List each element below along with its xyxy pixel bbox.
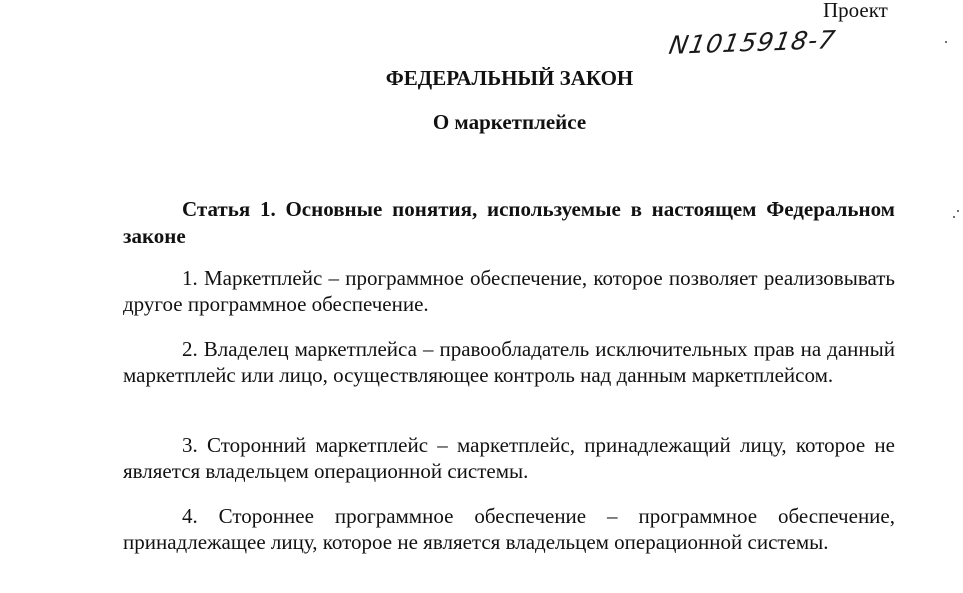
paragraph-4: 4. Стороннее программное обеспечение – программное обеспечение, принадлежащее лицу, которое не является владельцем операционной системы. [123,504,895,554]
scan-speck [945,41,947,43]
document-subtitle: О маркетплейсе [432,110,587,134]
article-heading: Статья 1. Основные понятия, используемые в настоящем Федеральном законе [123,197,895,248]
paragraph-3: 3. Сторонний маркетплейс – маркетплейс, принадлежащий лицу, которое не является владельцем операционной системы. [123,433,895,483]
paragraph-2: 2. Владелец маркетплейса – правообладатель исключительных прав на данный маркетплейс или лицо, осуществляющее контроль над данным маркетплейсом. [123,337,895,387]
draft-label: Проект [823,0,888,22]
paragraph-1: 1. Маркетплейс – программное обеспечение, которое позволяет реализовывать другое программное обеспечение. [123,266,895,316]
document-title: ФЕДЕРАЛЬНЫЙ ЗАКОН [385,66,634,90]
handwritten-registration-number: N1015918-7 [666,25,839,60]
scan-speck [957,210,959,212]
scan-speck [953,216,955,218]
